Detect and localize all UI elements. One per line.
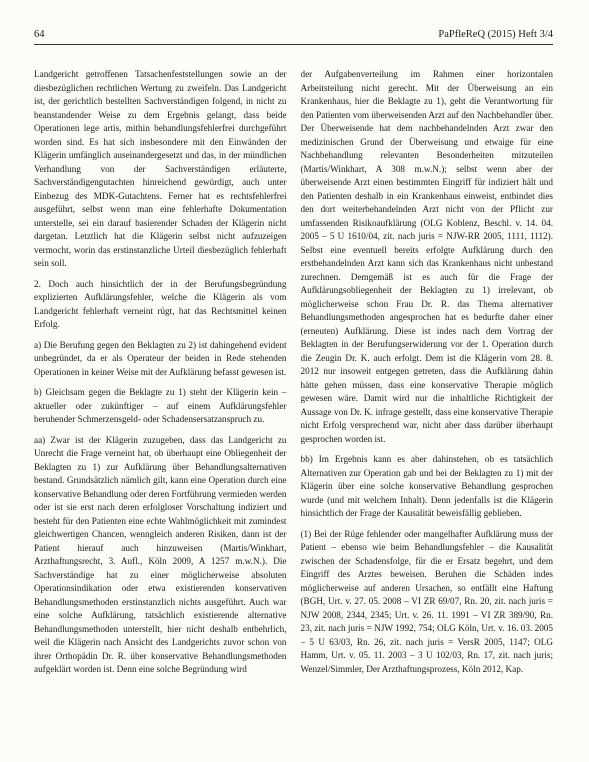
paragraph: 2. Doch auch hinsichtlich der in der Berufungsbegründung explizierten Aufklärungsfehler, welche die Klägerin als vom Landgericht fehlerhaft verneint rügt, hat das Rechtsmittel keinen Erfolg. [34, 278, 287, 329]
paragraph: a) Die Berufung gegen den Beklagten zu 2) ist dahingehend evident unbegründet, da er als Operateur der beiden in Rede stehenden Operationen in keiner Weise mit der Aufklärung befasst gewesen ist. [34, 339, 287, 377]
header-rule [34, 44, 553, 45]
journal-title: PaPfleReQ (2015) Heft 3/4 [438, 29, 553, 40]
paragraph: b) Gleichsam gegen die Beklagte zu 1) steht der Klägerin kein – aktueller oder zukünftiger – auf einem Aufklärungsfehler beruhender Schmerzensgeld- oder Schadensersatzanspruch zu. [34, 387, 287, 424]
page-number: 64 [34, 29, 45, 40]
right-column [301, 68, 554, 758]
left-column [34, 68, 287, 758]
paragraph: aa) Zwar ist der Klägerin zuzugeben, dass das Landgericht zu Unrecht die Frage verneint hat, ob überhaupt eine Obliegenheit der Beklagten zu 1) zur Aufklärung über Behandlungsalternativen bestand. Grundsätzlich nämlich gilt, kann eine Operation durch eine konservative Behandlung oder deren Fortführung vermieden werden oder ist sie erst nach deren erfolgloser Vorschaltung indiziert und besteht für den Patienten eine echte Wahlmöglichkeit mit zumindest gleichwertigen Chancen, wenngleich anderen Risiken, dann ist der Patient hierauf auch hinzuweisen (Martis/Winkhart, Arzthaftungsrecht, 3. Aufl., Köln 2009, A 1257 m.w.N.). Die Sachverständige hat zu einer möglicherweise absoluten Operationsindikation oder etwa existierenden konservativen Behandlungsmethoden erstinstanzlich nichts ausgeführt. Auch war eine solche Aufklärung, tatsächlich existierende alternative Behandlungsmethoden unterstellt, hier nicht deshalb entbehrlich, weil die Klägerin nach Ansicht des Landgerichts zuvor schon von ihrer Orthopädin Dr. R. über konservative Behandlungsmethoden aufgeklärt worden ist. Denn eine solche Begründung wird [34, 434, 287, 674]
paragraph: (1) Bei der Rüge fehlender oder mangelhafter Aufklärung muss der Patient – ebenso wie beim Behandlungsfehler – die Kausalität zwischen der Schadensfolge, für die er Ersatz begehrt, und dem Eingriff des Arztes beweisen. Beruhen die Schäden indes möglicherweise auf anderen Ursachen, so entfällt eine Haftung (BGH, Urt. v. 27. 05. 2008 – VI ZR 69/07, Rn. 20, zit. nach juris = NJW 2008, 2344, 2345; Urt. v. 26. 11. 1991 – VI ZR 389/90, Rn. 23, zit. nach juris = NJW 1992, 754; OLG Köln, Urt. v. 16. 03. 2005 – 5 U 63/03, Rn. 26, zit. nach juris = VersR 2005, 1147; OLG Hamm, Urt. v. 05. 11. 2003 – 3 U 102/03, Rn. 17, zit. nach juris; Wenzel/Simmler, Der Arzthaftungsprozess, Köln 2012, Kap. [300, 528, 553, 674]
page-header [34, 24, 553, 40]
body-columns [34, 68, 553, 758]
paragraph: der Aufgabenverteilung im Rahmen einer horizontalen Arbeitsteilung nicht gerecht. Mit der Überweisung an ein Krankenhaus, hier die Beklagte zu 1), geht die Verantwortung für den Patienten vom überweisenden Arzt auf den Nachbehandler über. Der Überweisende hat dem nachbehandelnden Arzt zwar den medizinischen Grund der Überweisung und etwaige für eine Nachbehandlung relevanten Besonderheiten mitzuteilen (Martis/Winkhart, A 308 m.w.N.); selbst wenn aber der überweisende Arzt einen bestimmten Eingriff für indiziert hält und den Patienten deshalb in ein Krankenhaus einweist, entbindet dies den dort weiterbehandelnden Arzt nicht von der Pflicht zur umfassenden Risikoaufklärung (OLG Koblenz, Beschl. v. 14. 04. 2005 – 5 U 1610/04, zit. nach juris = NJW-RR 2005, 1111, 1112). Selbst eine eventuell bereits erfolgte Aufklärung durch den erstbehandelnden Arzt kann sich das Krankenhaus nicht unbestand zurechnen. Demgemäß ist es auch für die Frage der Aufklärungsobliegenheit der Beklagten zu 1) irrelevant, ob möglicherweise schon Frau Dr. R. das Thema alternativer Behandlungsmethoden angesprochen hat es bedurfte daher einer (erneuten) Aufklärung. Diese ist indes nach dem Vortrag der Beklagten in der Berufungserwiderung vor der 1. Operation durch die Zeugin Dr. K. auch erfolgt. Dem ist die Klägerin vom 28. 8. 2012 nur insoweit entgegen getreten, dass die Aufklärung dahin hätte gehen müssen, dass eine konservative Therapie möglich gewesen wäre. Damit wird nur die inhaltliche Richtigkeit der Aussage von Dr. K. infrage gestellt, dass eine konservative Therapie nicht Erfolg versprechend war, nicht aber dass darüber überhaupt gesprochen worden ist. [300, 69, 553, 444]
paragraph: Landgericht getroffenen Tatsachenfeststellungen sowie an der diesbezüglichen rechtlichen Wertung zu zweifeln. Das Landgericht ist, der gerichtlich bestellten Sachverständigen folgend, in nicht zu beanstandender Weise zu dem Ergebnis gelangt, dass beide Operationen lege artis, mithin behandlungsfehlerfrei durchgeführt worden sind. Es hat sich insbesondere mit den Einwänden der Klägerin umfänglich auseinandergesetzt und das, in der mündlichen Verhandlung von der Sachverständigen erläuterte, Sachverständigengutachten hinreichend gewürdigt, auch unter Einbezug des MDK-Gutachtens. Ferner hat es rechtsfehlerfrei ausgeführt, selbst wenn man eine fehlerhafte Dokumentation unterstelle, sei ein darauf basierender Schaden der Klägerin nicht dargetan. Letztlich hat die Klägerin selbst nicht aufzuzeigen vermocht, worin das erstinstanzliche Urteil diesbezüglich fehlerhaft sein soll. [34, 69, 287, 268]
paragraph: bb) Im Ergebnis kann es aber dahinstehen, ob es tatsächlich Alternativen zur Operation gab und bei der Beklagten zu 1) mit der Klägerin über eine solche konservative Behandlung gesprochen wurde (und mit welchem Inhalt). Denn jedenfalls ist die Klägerin hinsichtlich der Frage der Kausalität beweisfällig geblieben. [300, 454, 553, 518]
